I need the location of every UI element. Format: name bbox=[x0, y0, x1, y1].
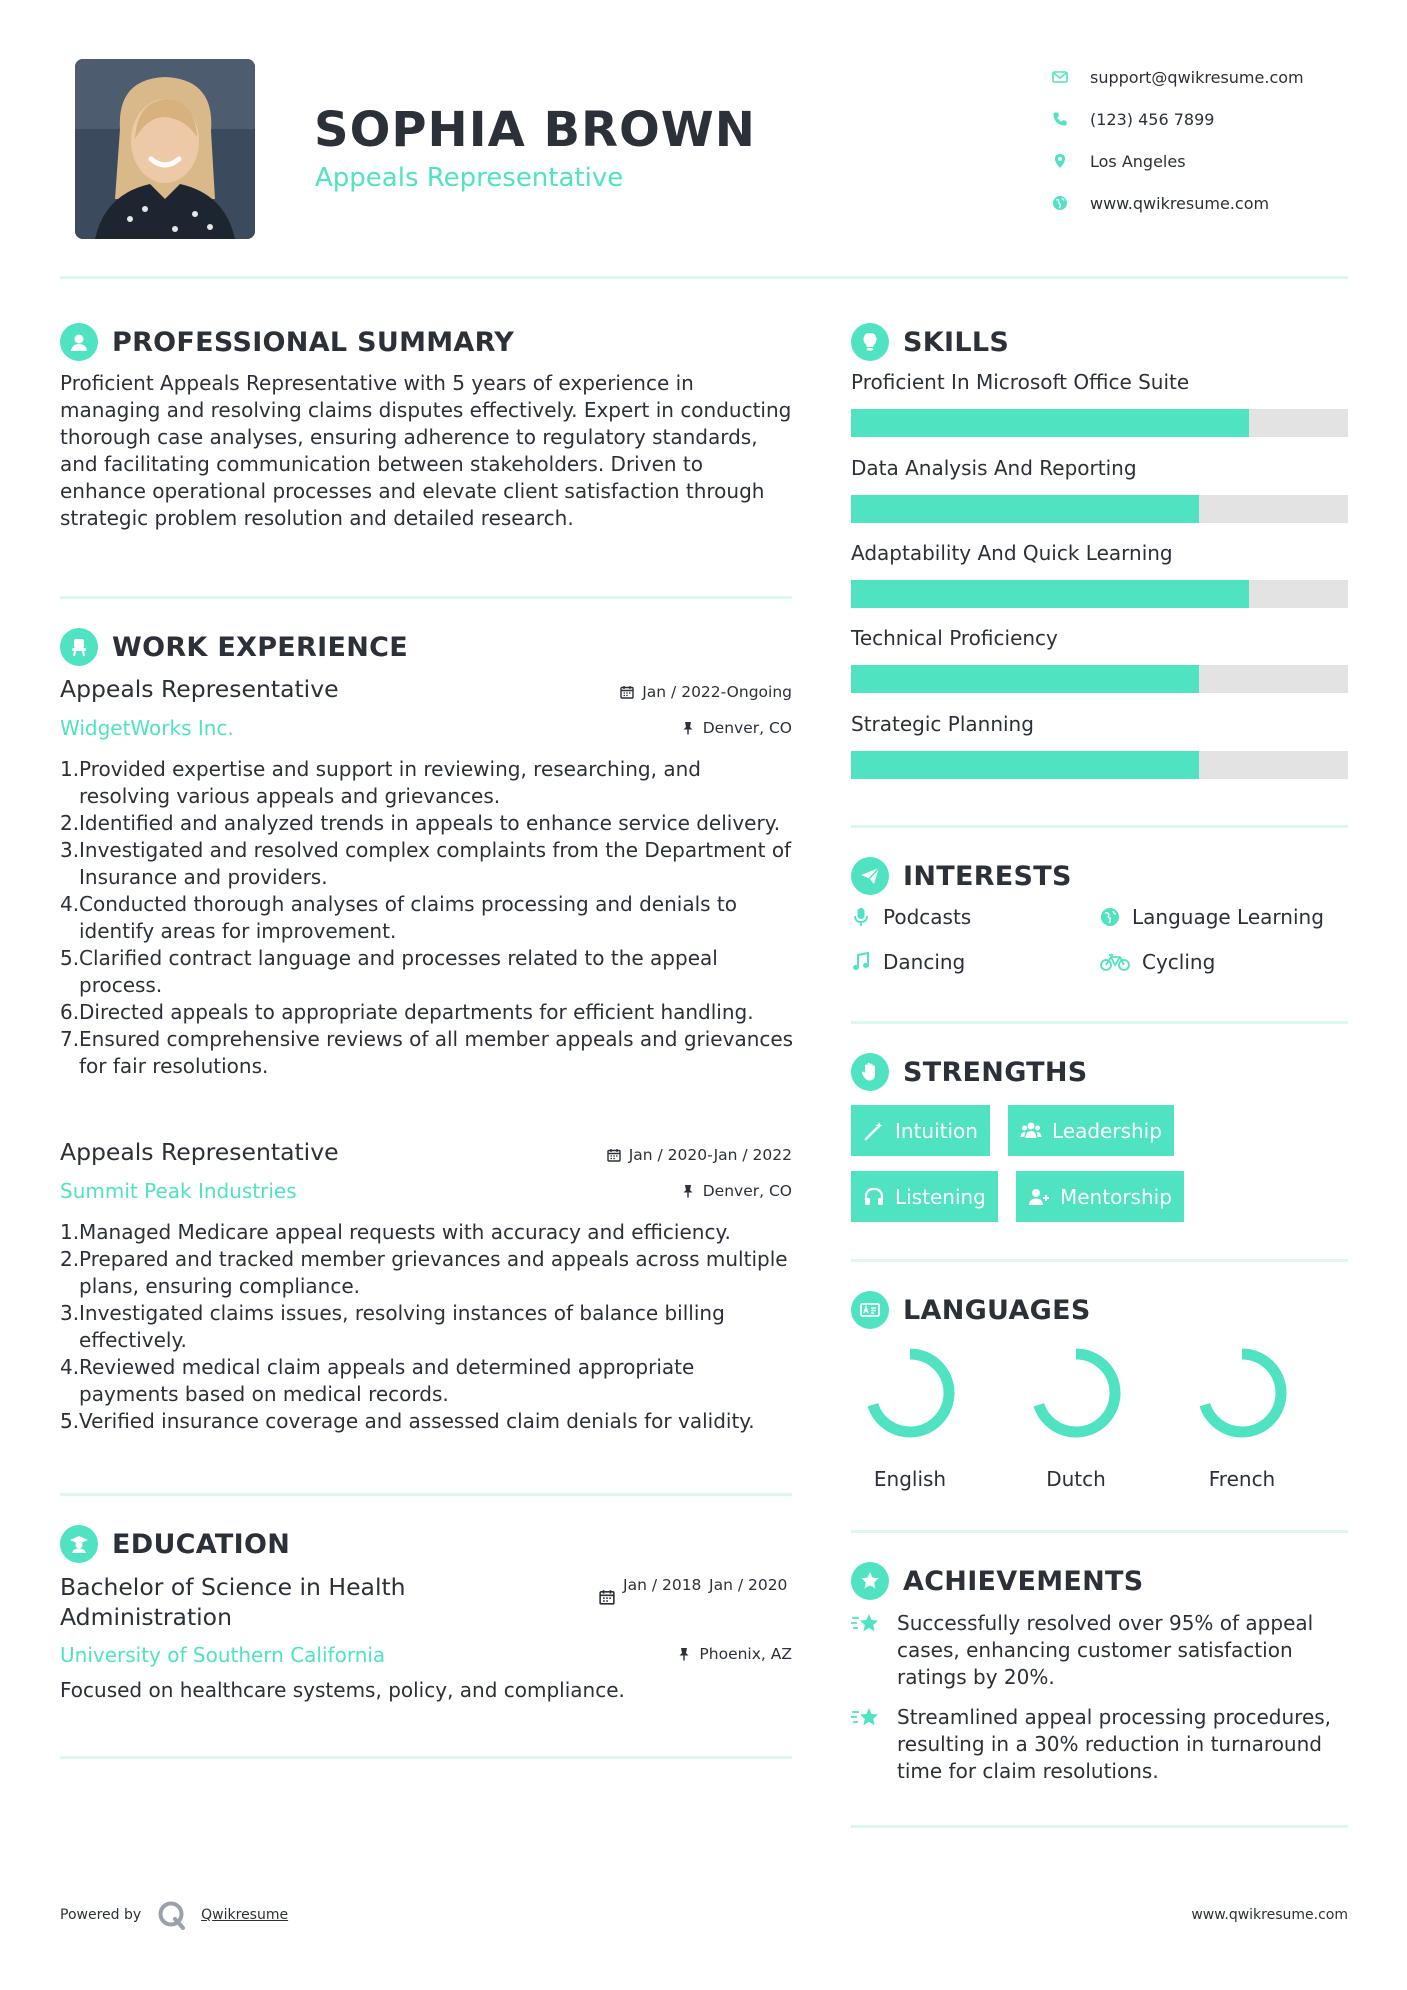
user-plus-icon bbox=[1028, 1187, 1050, 1207]
skill-bar bbox=[851, 495, 1348, 523]
star-badge-icon bbox=[851, 1562, 889, 1600]
job-2-company: Summit Peak Industries bbox=[60, 1179, 297, 1203]
languages-divider bbox=[851, 1530, 1348, 1533]
summary-text: Proficient Appeals Representative with 5 years of experience in managing and resolving claims disputes effectively. Expert in conducting thorough case analyses, ensuring adherence to regulatory standards, and facilitating communication between stakeholders. Driven to enhance operational processes and elevate client satisfaction through strategic problem resolution and detailed research. bbox=[60, 371, 792, 530]
star-icon bbox=[851, 1612, 881, 1638]
contact-website[interactable] bbox=[1052, 182, 1382, 224]
paper-plane-icon bbox=[851, 857, 889, 895]
experience-heading bbox=[60, 628, 408, 666]
language-name: French bbox=[1208, 1467, 1276, 1491]
language-ring-arc bbox=[1203, 1354, 1281, 1432]
job-1-bullets bbox=[60, 756, 795, 1080]
list-item: 4. Reviewed medical claim appeals and determined appropriate payments based on medical records. bbox=[60, 1355, 695, 1406]
list-item: 7. Ensured comprehensive reviews of all member appeals and grievances for fair resolutions. bbox=[60, 1027, 794, 1078]
globe-icon bbox=[1052, 195, 1068, 211]
languages-heading bbox=[851, 1291, 1091, 1329]
contact-location-text: Los Angeles bbox=[1090, 151, 1186, 171]
contact-phone[interactable] bbox=[1052, 98, 1382, 140]
microphone-icon bbox=[851, 907, 871, 927]
skills-divider bbox=[851, 825, 1348, 828]
header-divider bbox=[60, 276, 1348, 279]
language-ring-arc bbox=[1037, 1354, 1115, 1432]
job-2-location-text: Denver, CO bbox=[702, 1182, 792, 1200]
education-start: Jan / 2018 bbox=[623, 1576, 702, 1594]
contact-list bbox=[1052, 56, 1382, 224]
graduate-icon bbox=[60, 1525, 98, 1563]
education-location bbox=[677, 1645, 792, 1663]
education-end: Jan / 2020 bbox=[709, 1576, 788, 1594]
job-1-title: Appeals Representative bbox=[60, 675, 339, 703]
interest-item: Language Learning bbox=[1100, 905, 1324, 929]
job-1-date bbox=[620, 683, 792, 701]
strength-chip: Intuition bbox=[851, 1105, 990, 1156]
job-2-bullets bbox=[60, 1219, 795, 1435]
footer-powered-by bbox=[60, 1900, 288, 1930]
education-title: EDUCATION bbox=[112, 1528, 291, 1560]
user-icon bbox=[60, 323, 98, 361]
list-item: 2. Prepared and tracked member grievances and appeals across multiple plans, ensuring compliance. bbox=[60, 1247, 788, 1298]
interests-heading bbox=[851, 857, 1072, 895]
skill-label: Technical Proficiency bbox=[851, 626, 1058, 650]
education-school: University of Southern California bbox=[60, 1643, 386, 1667]
job-1-date-text: Jan / 2022-Ongoing bbox=[642, 683, 792, 701]
strengths-title: STRENGTHS bbox=[903, 1056, 1088, 1088]
interests-title: INTERESTS bbox=[903, 860, 1072, 892]
qwikresume-link[interactable]: Qwikresume bbox=[201, 1907, 289, 1923]
language-name: English bbox=[873, 1467, 947, 1491]
language-card-icon bbox=[851, 1291, 889, 1329]
skill-bar-fill bbox=[851, 751, 1199, 779]
calendar-icon bbox=[599, 1589, 615, 1605]
star-icon bbox=[851, 1706, 881, 1732]
skill-bar-fill bbox=[851, 665, 1199, 693]
calendar-icon bbox=[607, 1148, 621, 1162]
education-heading bbox=[60, 1525, 290, 1563]
strength-chip: Listening bbox=[851, 1171, 998, 1222]
skill-bar-fill bbox=[851, 580, 1249, 608]
language-progress-ring bbox=[1194, 1345, 1290, 1441]
summary-heading bbox=[60, 323, 514, 361]
experience-title: WORK EXPERIENCE bbox=[112, 631, 408, 663]
globe-icon bbox=[1100, 907, 1120, 927]
contact-website-text: www.qwikresume.com bbox=[1090, 193, 1270, 213]
magic-wand-icon bbox=[863, 1121, 885, 1141]
achievements-divider bbox=[851, 1825, 1348, 1828]
job-2-date-text: Jan / 2020-Jan / 2022 bbox=[628, 1146, 792, 1164]
list-item: 4. Conducted thorough analyses of claims processing and denials to identify areas for improvement. bbox=[60, 892, 737, 943]
skill-bar-fill bbox=[851, 409, 1249, 437]
contact-location bbox=[1052, 140, 1382, 182]
achievement-item: Successfully resolved over 95% of appeal cases, enhancing customer satisfaction ratings by 20%. bbox=[851, 1610, 1348, 1691]
list-item: 1. Provided expertise and support in reviewing, researching, and resolving various appeals and grievances. bbox=[60, 757, 701, 808]
interest-item: Cycling bbox=[1100, 950, 1215, 974]
summary-divider bbox=[60, 596, 792, 599]
list-item: 3. Investigated and resolved complex complaints from the Department of Insurance and providers. bbox=[60, 838, 792, 889]
interest-item: Podcasts bbox=[851, 905, 971, 929]
profile-photo bbox=[75, 59, 255, 239]
chair-icon bbox=[60, 628, 98, 666]
education-divider bbox=[60, 1756, 792, 1759]
pushpin-icon bbox=[681, 721, 695, 735]
pushpin-icon bbox=[681, 1184, 695, 1198]
skills-heading bbox=[851, 323, 1009, 361]
job-1-location-text: Denver, CO bbox=[702, 719, 792, 737]
job-2-date bbox=[607, 1146, 792, 1164]
language-item bbox=[1172, 1345, 1312, 1491]
summary-title: PROFESSIONAL SUMMARY bbox=[112, 326, 515, 358]
hand-icon bbox=[851, 1053, 889, 1091]
languages-title: LANGUAGES bbox=[903, 1294, 1091, 1326]
skill-label: Adaptability And Quick Learning bbox=[851, 541, 1173, 565]
skill-bar-fill bbox=[851, 495, 1199, 523]
interest-item: Dancing bbox=[851, 950, 965, 974]
qwikresume-logo-icon bbox=[157, 1900, 187, 1930]
candidate-name: SOPHIA BROWN bbox=[314, 102, 756, 158]
skill-label: Strategic Planning bbox=[851, 712, 1034, 736]
job-2-title: Appeals Representative bbox=[60, 1138, 339, 1166]
music-note-icon bbox=[851, 952, 871, 972]
phone-icon bbox=[1052, 111, 1068, 127]
calendar-icon bbox=[620, 685, 634, 699]
language-name: Dutch bbox=[1046, 1467, 1106, 1491]
language-progress-ring bbox=[862, 1345, 958, 1441]
language-ring-arc bbox=[871, 1354, 949, 1432]
users-icon bbox=[1020, 1121, 1042, 1141]
education-degree: Bachelor of Science in Health Administration bbox=[60, 1573, 406, 1631]
skill-bar bbox=[851, 751, 1348, 779]
skill-bar bbox=[851, 580, 1348, 608]
list-item: 5. Verified insurance coverage and assessed claim denials for validity. bbox=[60, 1409, 755, 1433]
list-item: 2. Identified and analyzed trends in appeals to enhance service delivery. bbox=[60, 811, 781, 835]
language-item bbox=[1006, 1345, 1146, 1491]
contact-phone-text: (123) 456 7899 bbox=[1090, 109, 1215, 129]
strengths-divider bbox=[851, 1259, 1348, 1262]
skill-label: Data Analysis And Reporting bbox=[851, 456, 1137, 480]
email-icon bbox=[1052, 69, 1068, 85]
job-1-location bbox=[681, 719, 792, 737]
education-dates bbox=[599, 1573, 793, 1605]
list-item: 1. Managed Medicare appeal requests with accuracy and efficiency. bbox=[60, 1220, 731, 1244]
lightbulb-icon bbox=[851, 323, 889, 361]
skills-title: SKILLS bbox=[903, 326, 1010, 358]
language-item bbox=[840, 1345, 980, 1491]
skill-bar bbox=[851, 665, 1348, 693]
experience-divider bbox=[60, 1493, 792, 1496]
language-progress-ring bbox=[1028, 1345, 1124, 1441]
achievements-heading bbox=[851, 1562, 1144, 1600]
achievement-item: Streamlined appeal processing procedures, resulting in a 30% reduction in turnaround time for claim resolutions. bbox=[851, 1704, 1348, 1785]
job-2-location bbox=[681, 1182, 792, 1200]
strengths-heading bbox=[851, 1053, 1088, 1091]
powered-by-text: Powered by bbox=[60, 1907, 142, 1923]
education-note: Focused on healthcare systems, policy, and compliance. bbox=[60, 1678, 625, 1702]
strength-chip: Mentorship bbox=[1016, 1171, 1184, 1222]
candidate-role: Appeals Representative bbox=[315, 163, 624, 193]
achievements-title: ACHIEVEMENTS bbox=[903, 1565, 1144, 1597]
list-item: 6. Directed appeals to appropriate departments for efficient handling. bbox=[60, 1000, 754, 1024]
contact-email-text: support@qwikresume.com bbox=[1090, 67, 1304, 87]
skill-bar bbox=[851, 409, 1348, 437]
list-item: 3. Investigated claims issues, resolving instances of balance billing effectively. bbox=[60, 1301, 725, 1352]
footer-url[interactable]: www.qwikresume.com bbox=[1191, 1907, 1348, 1923]
contact-email[interactable] bbox=[1052, 56, 1382, 98]
location-pin-icon bbox=[1052, 153, 1068, 169]
list-item: 5. Clarified contract language and processes related to the appeal process. bbox=[60, 946, 718, 997]
strength-chip: Leadership bbox=[1008, 1105, 1174, 1156]
interests-divider bbox=[851, 1021, 1348, 1024]
pushpin-icon bbox=[677, 1647, 691, 1661]
education-location-text: Phoenix, AZ bbox=[699, 1645, 792, 1663]
headphones-icon bbox=[863, 1187, 885, 1207]
bicycle-icon bbox=[1100, 952, 1130, 972]
job-1-company: WidgetWorks Inc. bbox=[60, 716, 234, 740]
skill-label: Proficient In Microsoft Office Suite bbox=[851, 370, 1190, 394]
